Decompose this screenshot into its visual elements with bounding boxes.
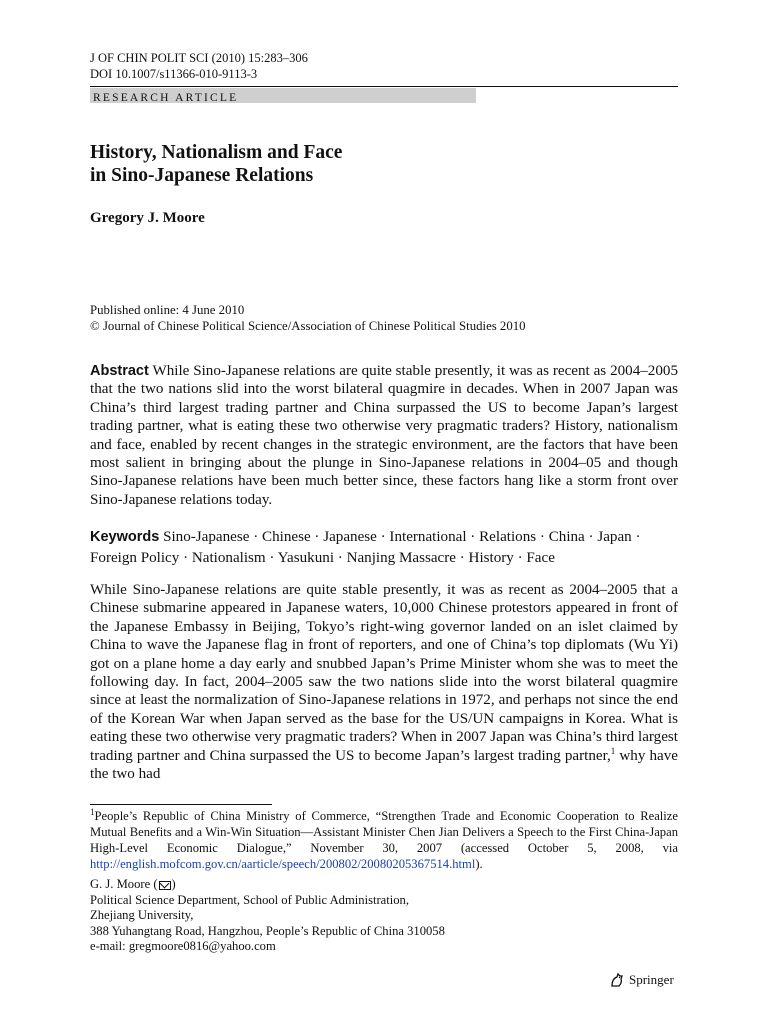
section-label: RESEARCH ARTICLE — [93, 92, 239, 104]
title-line-2: in Sino-Japanese Relations — [90, 165, 314, 186]
body-text: While Sino-Japanese relations are quite stable presently, it was as recent as 2004–2005 that a Chinese submarine appeared in Japanese waters, 10,000 Chinese protestors appeared in front of the Japanese Embassy in Beijing, Tokyo’s right-wing governor landed on an islet claimed by China to wave the Japanese flag in front of reporters, and one of China’s top diplomats (Wu Yi) got on a plane home a day early and snubbed Japan’s Prime Minister whom she was to meet the following day. In fact, 2004–2005 saw the two nations slide into the worst bilateral quagmire since at least the normalization of Sino-Japanese relations in 1972, and perhaps not since the end of the Korean War when Japan served as the base for the US/UN campaigns in Korea. What is eating these two otherwise very pragmatic traders? When in 2007 Japan was China’s third largest trading partner and China surpassed the US to become Japan’s largest trading partner, — [90, 582, 678, 764]
author-affiliation — [90, 877, 445, 955]
journal-citation: J OF CHIN POLIT SCI (2010) 15:283–306 — [90, 51, 308, 65]
affiliation-line-2: Zhejiang University, — [90, 908, 194, 922]
footnote-rule — [90, 804, 272, 805]
keywords-label: Keywords — [90, 529, 160, 545]
affiliation-line-1: Political Science Department, School of Public Administration, — [90, 892, 409, 907]
journal-header — [90, 50, 308, 82]
footnote-number: 1 — [90, 806, 95, 817]
footnote-ref[interactable]: 1 — [610, 745, 616, 756]
affiliation-email[interactable]: e-mail: gregmoore0816@yahoo.com — [90, 939, 276, 953]
affiliation-line-3: 388 Yuhangtang Road, Hangzhou, People’s Republic of China 310058 — [90, 923, 445, 938]
header-rule — [90, 86, 678, 87]
body-paragraph — [90, 581, 678, 783]
keywords-text: Sino-Japanese · Chinese · Japanese · International · Relations · China · Japan · Foreign Policy · Nationalism · Yasukuni · Nanjing Massacre · History · Face — [90, 529, 641, 566]
abstract — [90, 362, 678, 509]
published-date: Published online: 4 June 2010 — [90, 303, 245, 317]
publisher-name: Springer — [629, 972, 674, 987]
doi: DOI 10.1007/s11366-010-9113-3 — [90, 67, 258, 81]
abstract-text: While Sino-Japanese relations are quite stable presently, it was as recent as 2004–2005 that the two nations slid into the worst bilateral quagmire in decades. When in 2007 Japan was China’s third largest trading partner and China surpassed the US to become Japan’s largest trading partner, what is eating these two otherwise very pragmatic traders? History, nationalism and face, enabled by recent changes in the strategic environment, are the factors that have been most salient in bringing about the plunge in Sino-Japanese relations in 2004–05 and though Sino-Japanese relations have been much better since, these factors hang like a storm front over Sino-Japanese relations today. — [90, 363, 678, 508]
author-name: Gregory J. Moore — [90, 210, 205, 226]
body-text-tail: why have the two had — [90, 747, 678, 783]
copyright-text: Journal of Chinese Political Science/Association of Chinese Political Studies 2010 — [102, 319, 526, 333]
abstract-label: Abstract — [90, 363, 149, 379]
footnote — [90, 808, 678, 872]
copyright-icon: © — [90, 319, 100, 333]
article-title — [90, 141, 342, 187]
envelope-icon — [159, 881, 171, 890]
affiliation-name: G. J. Moore ( ) — [90, 877, 176, 891]
keywords — [90, 527, 678, 569]
footnote-link[interactable]: http://english.mofcom.gov.cn/aarticle/speech/200802/20080205367514.html — [90, 857, 476, 871]
section-label-bar — [90, 88, 476, 103]
footnote-tail: ). — [475, 857, 483, 871]
footnote-text: People’s Republic of China Ministry of Commerce, “Strengthen Trade and Economic Cooperation to Realize Mutual Benefits and a Win-Win Situation—Assistant Minister Chen Jian Delivers a Speech to the First China-Japan High-Level Economic Dialogue,” November 30, 2007 (accessed October 5, 2008, via — [90, 809, 678, 855]
publication-info — [90, 302, 526, 334]
publisher-logo — [609, 972, 674, 988]
title-line-1: History, Nationalism and Face — [90, 142, 343, 163]
copyright-line — [90, 318, 526, 334]
springer-horse-icon — [609, 972, 625, 988]
